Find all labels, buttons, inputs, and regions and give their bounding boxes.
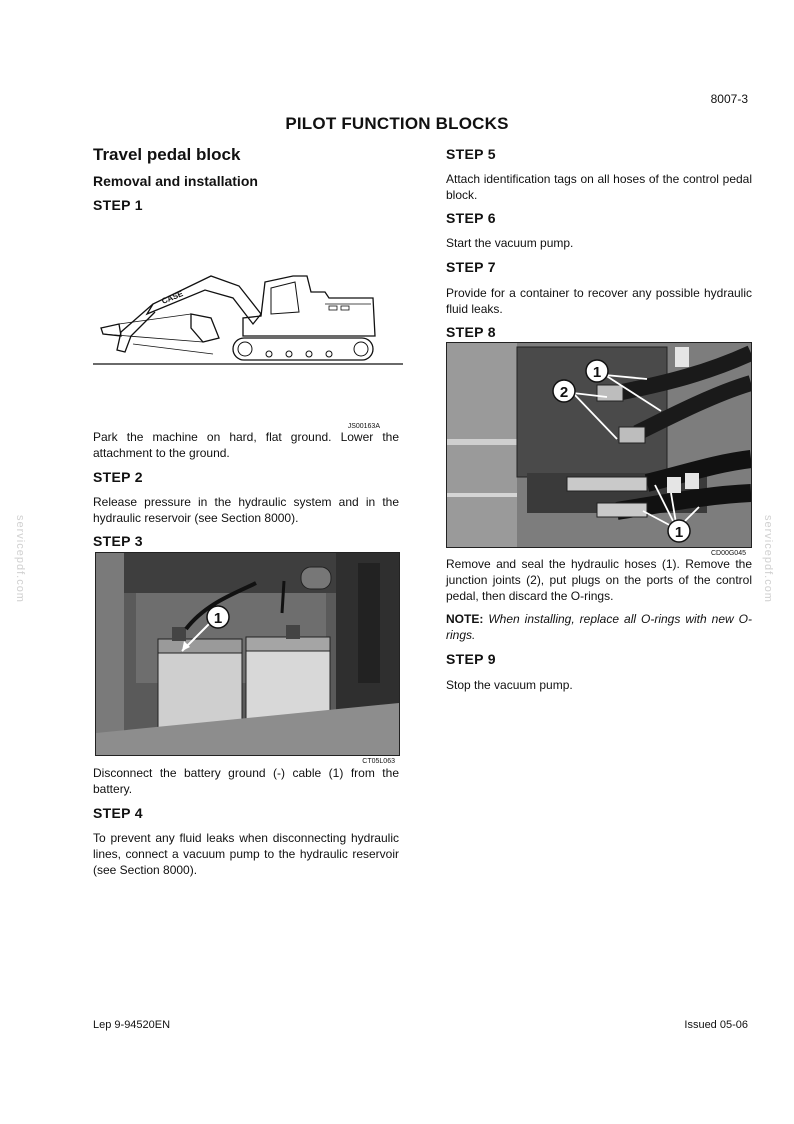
callout-1-label: 1 — [213, 610, 223, 627]
step-2-text: Release pressure in the hydraulic system and in the hydraulic reservoir (see Section 8000). — [93, 495, 399, 525]
section-title: Travel pedal block — [93, 145, 241, 164]
step-3-text: Disconnect the battery ground (-) cable (1) from the battery. — [93, 766, 399, 796]
subsection-title: Removal and installation — [93, 173, 258, 189]
step-4-text: To prevent any fluid leaks when disconnecting hydraulic lines, connect a vacuum pump to the hydraulic reservoir (see Section 8000). — [93, 831, 399, 877]
battery-photo — [95, 552, 400, 756]
step-9-text: Stop the vacuum pump. — [446, 678, 573, 692]
step-1-heading: STEP 1 — [93, 197, 143, 213]
step-5-text: Attach identification tags on all hoses of the control pedal block. — [446, 172, 752, 202]
note-label: NOTE: — [446, 612, 484, 626]
step-1-text: Park the machine on hard, flat ground. Lower the attachment to the ground. — [93, 430, 399, 460]
track — [233, 338, 373, 360]
step-8-note — [446, 611, 752, 643]
step-7-text: Provide for a container to recover any possible hydraulic fluid leaks. — [446, 286, 752, 316]
case-logo: CASE — [160, 289, 185, 306]
hydraulic-block-photo — [446, 342, 752, 548]
note-text: When installing, replace all O-rings with new O-rings. — [446, 612, 752, 642]
step-5-heading: STEP 5 — [446, 146, 496, 162]
step-4-heading: STEP 4 — [93, 805, 143, 821]
step-6-heading: STEP 6 — [446, 210, 496, 226]
footer-doc-number: Lep 9-94520EN — [93, 1019, 171, 1031]
step-6-text: Start the vacuum pump. — [446, 236, 574, 250]
step-1-figure-code: JS00163A — [347, 423, 380, 430]
page-number: 8007-3 — [710, 92, 748, 106]
page-title: PILOT FUNCTION BLOCKS — [285, 114, 509, 133]
callout-1-bottom-label: 1 — [674, 524, 684, 541]
step-8-figure-code: CD00G045 — [710, 550, 746, 557]
step-2-heading: STEP 2 — [93, 469, 143, 485]
footer-issued: Issued 05-06 — [684, 1019, 748, 1031]
step-3-figure-code: CT05L063 — [362, 758, 395, 765]
callout-1-top-label: 1 — [592, 364, 602, 381]
bucket — [191, 314, 219, 342]
step-8-heading: STEP 8 — [446, 324, 496, 340]
watermark-right: servicepdf.com — [762, 515, 774, 603]
step-7-heading: STEP 7 — [446, 259, 496, 275]
step-8-text: Remove and seal the hydraulic hoses (1). Remove the junction joints (2), put plugs on the ports of the control pedal, then discard the O-rings. — [446, 557, 752, 603]
callout-2-label: 2 — [559, 384, 569, 401]
watermark-left: servicepdf.com — [14, 515, 26, 603]
step-3-heading: STEP 3 — [93, 533, 143, 549]
excavator-illustration — [93, 262, 403, 370]
upper-body — [243, 276, 375, 336]
step-9-heading: STEP 9 — [446, 651, 496, 667]
